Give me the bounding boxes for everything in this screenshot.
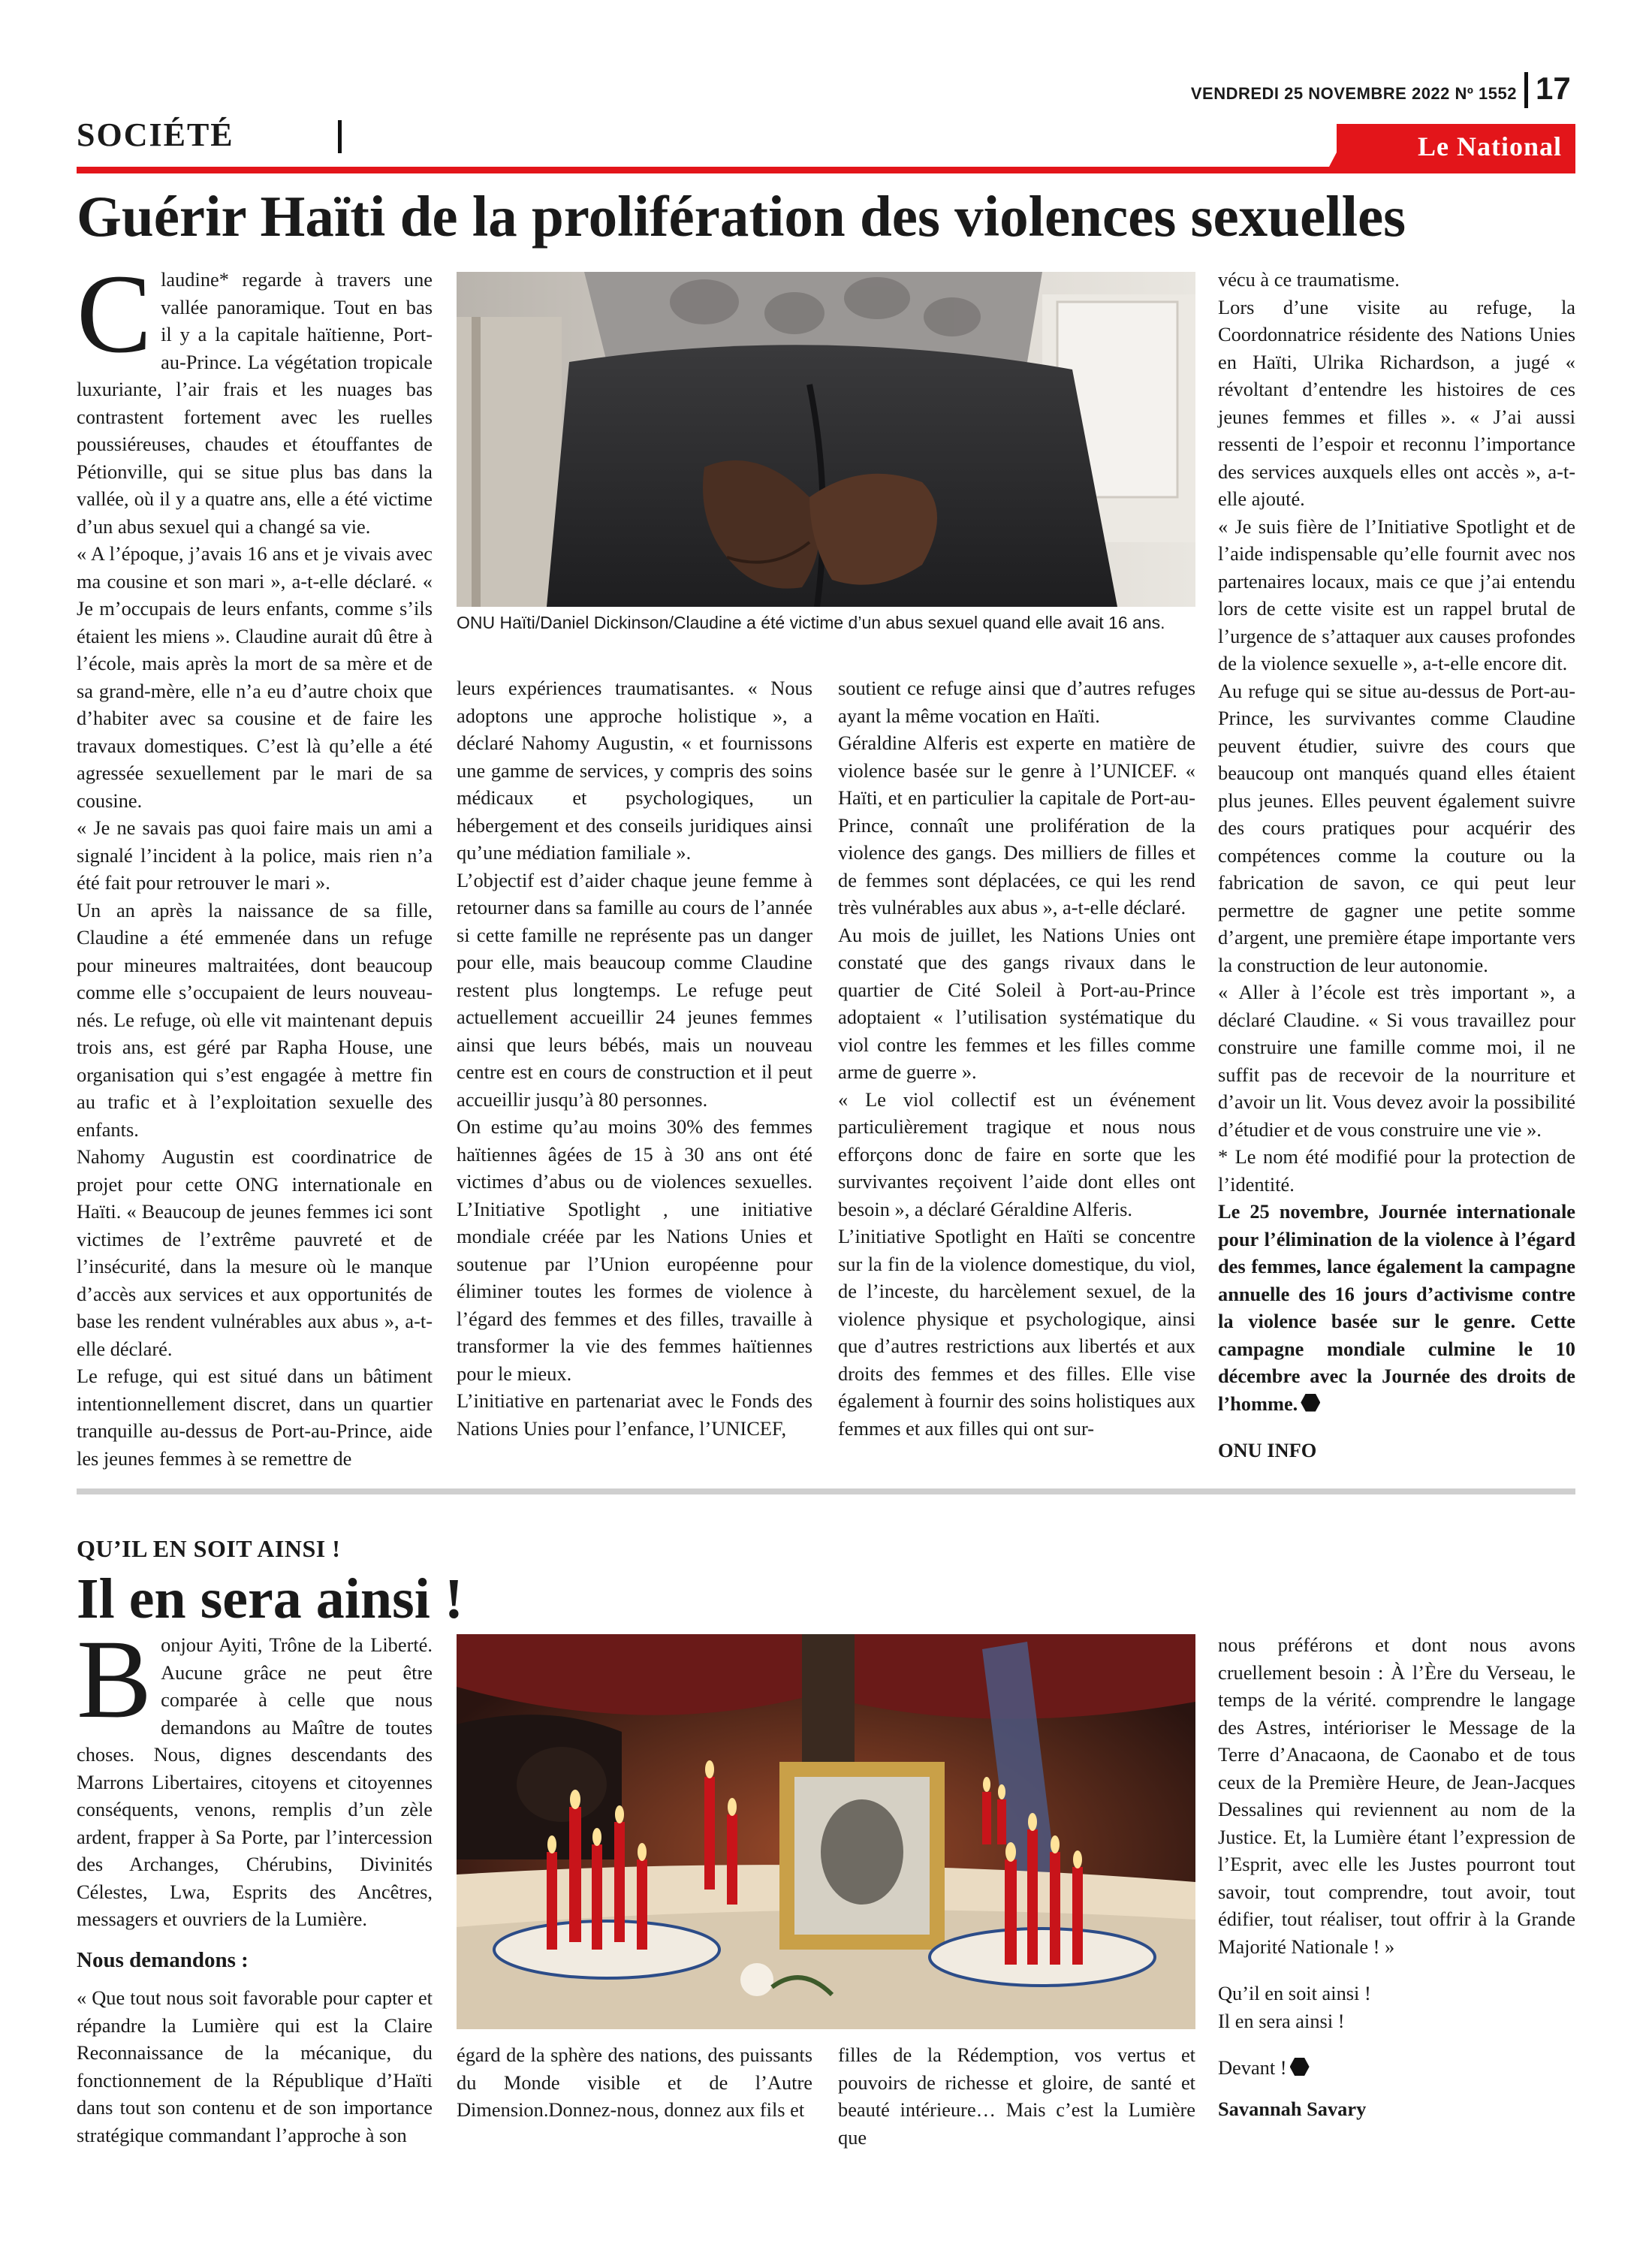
section-divider	[338, 120, 342, 153]
paragraph: laudine* regarde à travers une vallée panoramique. Tout en bas il y a la capitale haïtienne, Port-au-Prince. La végétation tropicale luxuriante, l’air frais et les nuages bas contrastent fortement avec les ruelles poussiéreuses, chaudes et étouffantes de Pétionville, qui se situe plus bas dans la vallée, où il y a quatre ans, elle a été victime d’un abus sexuel qui a changé sa vie.	[77, 268, 433, 538]
article-headline: Guérir Haïti de la prolifération des violences sexuelles	[77, 184, 1406, 249]
drop-cap: C	[77, 252, 152, 376]
subhead: Nous demandons :	[77, 1947, 249, 1972]
article-column-1	[77, 252, 433, 1472]
photo-caption: ONU Haïti/Daniel Dickinson/Claudine a été victime d’un abus sexuel quand elle avait 16 ans.	[457, 613, 1165, 632]
hexagon-end-mark-icon	[1301, 1394, 1320, 1412]
paragraph: leurs expériences traumatisantes. « Nous adoptons une approche holistique », a déclaré Nahomy Augustin, « et fournissons une gamme de services, y compris des soins médicaux et psychologiques, un hébergement et des conseils juridiques ainsi qu’une médiation familiale ».	[457, 677, 812, 864]
paragraph: Un an après la naissance de sa fille, Claudine a été emmenée dans un refuge pour mineures maltraitées, dont beaucoup comme elle s’occupaient de leurs nouveau-nés. Le refuge, où elle vit maintenant depuis trois ans, est géré par Rapha House, une organisation qui s’est engagée à mettre fin au trafic et à l’exploitation sexuelle des enfants.	[77, 898, 433, 1141]
photo-claudine	[457, 272, 1195, 607]
drop-cap: B	[77, 1617, 152, 1742]
paragraph: « Aller à l’école est très important », a déclaré Claudine. « Si vous travaillez pour construire une famille comme moi, il ne suffit pas de recevoir de la nourriture et d’avoir un lit. Vous devez avoir la possibilité d’étudier et de vous construire une vie ».	[1218, 981, 1575, 1141]
brand-name: Le National	[1417, 131, 1562, 161]
paragraph: égard de la sphère des nations, des puissants du Monde visible et de l’Autre Dimension.Donnez-nous, donnez aux fils et	[457, 2043, 812, 2121]
bold-note-text: Le 25 novembre, Journée internationale pour l’élimination de la violence à l’égard des femmes, lance également la campagne annuelle des 16 jours d’activisme contre la violence basée sur le genre. Cette campagne mondiale culmine le 10 décembre avec la Journée des droits de l’homme.	[1218, 1200, 1575, 1415]
closing-line-1: Qu’il en soit ainsi !	[1218, 1982, 1371, 2004]
paragraph: Géraldine Alferis est experte en matière de violence basée sur le genre à l’UNICEF. « Haïti, et en particulier la capitale de Port-au-Prince, connaît une prolifération de la violence des gangs. Des milliers de filles et de femmes sont déplacées, ce qui les rend très vulnérables aux abus », a-t-elle déclaré.	[838, 731, 1195, 918]
hexagon-end-mark-icon	[1290, 2058, 1310, 2076]
bold-note	[1218, 1198, 1575, 1417]
paragraph: « A l’époque, j’avais 16 ans et je vivais avec ma cousine et son mari », a-t-elle déclaré. « Je m’occupais de leurs enfants, comme s’ils étaient les miens ». Claudine aurait dû être à l’école, mais après la mort de sa mère et de sa grand-mère, elle n’a eu d’autre choix que d’habiter avec sa cousine et de faire les travaux domestiques. C’est là qu’elle a été agressée sexuellement par le mari de sa cousine.	[77, 542, 433, 812]
paragraph: Au refuge qui se situe au-dessus de Port-au-Prince, les survivantes comme Claudine peuvent étudier, suivre des cours que beaucoup ont manqués quand elles étaient plus jeunes. Elles peuvent également suivre des cours pratiques pour acquérir des compétences comme la couture ou la fabrication de savon, ce qui peut leur permettre de gagner une petite somme d’argent, une première étape importante vers la construction de leur autonomie.	[1218, 679, 1575, 976]
section-label: SOCIÉTÉ	[77, 116, 234, 153]
closing-line-3-text: Devant !	[1218, 2056, 1287, 2079]
paragraph: « Je suis fière de l’Initiative Spotlight et de l’aide indispensable qu’elle fournit avec nos partenaires locaux, mais ce que j’ai entendu lors de cette visite est un rappel brutal de l’urgence de s’attaquer aux causes profondes de la violence sexuelle », a-t-elle encore dit.	[1218, 514, 1575, 674]
header-rule	[77, 167, 1575, 173]
article2-column-2	[457, 2041, 812, 2124]
paragraph: vécu à ce traumatisme.	[1218, 268, 1400, 291]
paragraph: « Le viol collectif est un événement particulièrement tragique et nous nous efforçons donc de faire en sorte que les survivantes reçoivent l’aide dont elles ont besoin », a déclaré Géraldine Alferis.	[838, 1087, 1195, 1220]
paragraph: « Que tout nous soit favorable pour capter et répandre la Lumière qui est la Claire Reconnaissance de la mécanique, du fonctionnement de la République d’Haïti dans tout son contenu et de son importance stratégique commandant l’approche à son	[77, 1986, 433, 2146]
paragraph: onjour Ayiti, Trône de la Liberté. Aucune grâce ne peut être comparée à celle que nous demandons au Maître de toutes choses. Nous, dignes descendants des Marrons Libertaires, citoyens et citoyennes conséquents, venons, remplis d’un zèle ardent, frapper à Sa Porte, par l’intercession des Archanges, Chérubins, Divinités Célestes, Lwa, Esprits des Ancêtres, messagers et ouvriers de la Lumière.	[77, 1633, 433, 1930]
paragraph: soutient ce refuge ainsi que d’autres refuges ayant la même vocation en Haïti.	[838, 677, 1195, 727]
paragraph: Lors d’une visite au refuge, la Coordonnatrice résidente des Nations Unies en Haïti, Ulrika Richardson, a jugé « révoltant d’entendre les histoires de ces jeunes femmes et filles ». « J’ai aussi ressenti de l’espoir et reconnu l’importance des services auxquels elles ont accès », a-t-elle ajouté.	[1218, 295, 1575, 510]
paragraph: Au mois de juillet, les Nations Unies ont constaté que des gangs rivaux dans le quartier de Cité Soleil à Port-au-Prince adoptaient « l’utilisation systématique du viol contre les femmes et les filles comme arme de guerre ».	[838, 923, 1195, 1083]
paragraph: Nahomy Augustin est coordinatrice de projet pour cette ONG internationale en Haïti. « Beaucoup de jeunes femmes ici sont victimes de l’extrême pauvreté et de l’insécurité, dans la mesure où le manque d’accès aux services et aux opportunités de base les rendent vulnérables aux abus », a-t-elle déclaré.	[77, 1145, 433, 1360]
photo-candles-image	[457, 1634, 1195, 2029]
issue-date: VENDREDI 25 NOVEMBRE 2022 Nº 1552	[1190, 84, 1517, 103]
paragraph: Le refuge, qui est situé dans un bâtiment intentionnellement discret, dans un quartier tranquille au-dessus de Port-au-Prince, aide les jeunes femmes à se remettre de	[77, 1365, 433, 1470]
header-divider	[1524, 72, 1528, 108]
paragraph: L’initiative en partenariat avec le Fonds des Nations Unies pour l’enfance, l’UNICEF,	[457, 1389, 812, 1440]
paragraph: * Le nom été modifié pour la protection de l’identité.	[1218, 1145, 1575, 1196]
article-separator	[77, 1488, 1575, 1494]
paragraph: L’initiative Spotlight en Haïti se concentre sur la fin de la violence domestique, du viol, de l’inceste, du harcèlement sexuel, de la violence physique et psychologique, ainsi que d’autres restrictions aux libertés et aux droits des femmes et des filles. Elle vise également à fournir des soins holistiques aux femmes et aux filles qui ont sur-	[838, 1225, 1195, 1440]
article2-column-1	[77, 1617, 433, 2149]
paragraph: nous préférons et dont nous avons cruellement besoin : À l’Ère du Verseau, le temps de la vérité. comprendre le langage des Astres, intérioriser le Message de la Terre d’Anacaona, de Caonabo et de tous ceux de la Première Heure, de Jean-Jacques Dessalines qui reviennent au nom de la Justice. Et, la Lumière étant l’expression de l’Esprit, avec elle les Justes pourront tout savoir, tout comprendre, tout avoir, tout édifier, tout réaliser, tout offrir à la Grande Majorité Nationale ! »	[1218, 1633, 1575, 1958]
photo-candles-altar	[457, 1634, 1195, 2029]
article-source: ONU INFO	[1218, 1439, 1317, 1461]
page-number: 17	[1536, 71, 1571, 106]
paragraph: « Je ne savais pas quoi faire mais un ami a signalé l’incident à la police, mais rien n’a été fait pour retrouver le mari ».	[77, 816, 433, 894]
article-column-2	[457, 674, 812, 1442]
photo-claudine-image	[457, 272, 1195, 607]
closing-line-3	[1218, 2054, 1575, 2082]
author-byline: Savannah Savary	[1218, 2097, 1367, 2120]
article-kicker: QU’IL EN SOIT AINSI !	[77, 1535, 341, 1562]
article2-column-3	[838, 2041, 1195, 2151]
paragraph: filles de la Rédemption, vos vertus et pouvoirs de richesse et gloire, de santé et beauté intérieure… Mais c’est la Lumière que	[838, 2043, 1195, 2149]
paragraph: L’objectif est d’aider chaque jeune femme à retourner dans sa famille au cours de l’année si cette famille ne représente pas un danger pour elle, mais beaucoup comme Claudine restent plus longtemps. Le refuge peut actuellement accueillir 24 jeunes femmes ainsi que leurs bébés, mais un nouveau centre est en cours de construction et il peut accueillir jusqu’à 80 personnes.	[457, 868, 812, 1111]
article-column-3	[838, 674, 1195, 1442]
article-column-4	[1218, 266, 1575, 1464]
paragraph: On estime qu’au moins 30% des femmes haïtiennes âgées de 15 à 30 ans ont été victimes d’abus ou de violences sexuelles. L’Initiative Spotlight , une initiative mondiale créée par les Nations Unies et soutenue par l’Union européenne pour éliminer toutes les formes de violence à l’égard des femmes et des filles, travaille à transformer la vie des femmes haïtiennes pour le mieux.	[457, 1115, 812, 1385]
article2-column-4	[1218, 1631, 1575, 2122]
closing-line-2: Il en sera ainsi !	[1218, 2009, 1345, 2032]
article-headline-2: Il en sera ainsi !	[77, 1567, 464, 1630]
